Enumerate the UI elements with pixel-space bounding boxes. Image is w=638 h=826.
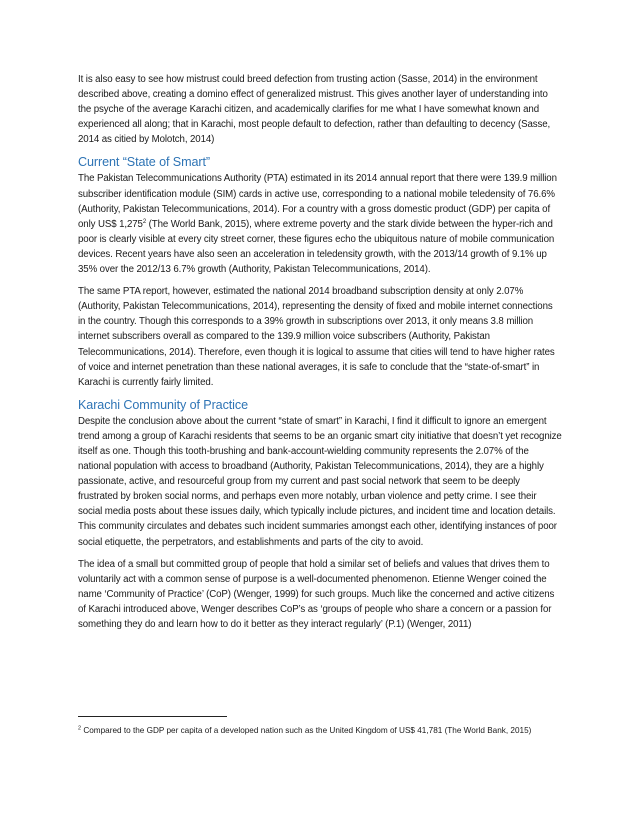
- community-paragraph-1: Despite the conclusion above about the current “state of smart” in Karachi, I find it difficult to ignore an emergent trend among a group of Karachi residents that seems to be an organic smart city initiative that doesn’t yet recognize itself as one. Though this tooth-brushing and bank-account-wielding community represents the 2.07% of the national population with access to broadband (Authority, Pakistan Telecommunications, 2014), they are a highly passionate, active, and resourceful group from my current and past social network that seem to be deeply frustrated by broken social norms, and perhaps even more notably, urban violence and petty crime. I see their social media posts about these issues daily, which typically include pictures, and incident time and location details. This community circulates and debates such incident summaries amongst each other, identifying instances of poor social etiquette, the perpetrators, and establishments and parts of the city to avoid.: [78, 415, 562, 548]
- footnote-number: 2: [78, 725, 82, 732]
- state-of-smart-paragraph-2: The same PTA report, however, estimated the national 2014 broadband subscription density at only 2.07% (Authority, Pakistan Telecommunications, 2014), representing the density of fixed and mobile internet connections in the country. Though this corresponds to a 39% growth in subscriptions over 2013, it only means 3.8 million internet subscribers overall as compared to the 139.9 million voice subscribers (Authority, Pakistan Telecommunications, 2014). Therefore, even though it is logical to assume that cities will tend to have higher rates of voice and internet penetration than these national averages, it is safe to conclude that the “state-of-smart” in Karachi is currently fairly limited.: [78, 286, 555, 388]
- footnote-divider: [78, 716, 227, 717]
- intro-paragraph: It is also easy to see how mistrust could breed defection from trusting action (Sasse, 2014) in the environment described above, creating a domino effect of generalized mistrust. This gives another layer of understanding into the psyche of the average Karachi citizen, and academically clarifies for me what I have somewhat known and experienced all along; that in Karachi, most people default to defection, rather than defaulting to decency (Sasse, 2014 as citied by Molotch, 2014): [78, 74, 551, 146]
- section-heading-state-of-smart: Current “State of Smart”: [78, 155, 210, 170]
- paragraph-text: The Pakistan Telecommunications Authority (PTA) estimated in its 2014 annual report that there were 139.9 million subscriber identification module (SIM) cards in active use, corresponding to a national mobile teledensity of 76.6% (Authority, Pakistan Telecommunications, 2014). For a country with a gross domestic product (GDP) per capita of only US$ 1,275: [78, 173, 557, 230]
- section-heading-community-of-practice: Karachi Community of Practice: [78, 397, 248, 412]
- body-text: [78, 72, 562, 639]
- footnote: [78, 724, 562, 738]
- community-paragraph-2: The idea of a small but committed group of people that hold a similar set of beliefs and values that drives them to voluntarily act with a common sense of purpose is a well-documented phenomenon. Etienne Wenger coined the name ‘Community of Practice’ (CoP) (Wenger, 1999) for such groups. Much like the concerned and active citizens of Karachi introduced above, Wenger describes CoP’s as ‘groups of people who share a concern or a passion for something they do and learn how to do it better as they interact regularly’ (P.1) (Wenger, 2011): [78, 558, 555, 630]
- footnote-text: Compared to the GDP per capita of a developed nation such as the United Kingdom of US$ 41,781 (The World Bank, 2015): [81, 726, 532, 735]
- footnote-reference[interactable]: 2: [142, 218, 147, 225]
- paragraph-text: (The World Bank, 2015), where extreme poverty and the stark divide between the hyper-rich and poor is clearly visible at every city street corner, these figures echo the ubiquitous nature of mobile communication devices. Recent years have also seen an acceleration in teledensity growth, with the 2013/14 growth of 9.1% up 35% over the 2012/13 6.7% growth (Authority, Pakistan Telecommunications, 2014).: [78, 218, 555, 276]
- state-of-smart-paragraph-1: [78, 171, 562, 277]
